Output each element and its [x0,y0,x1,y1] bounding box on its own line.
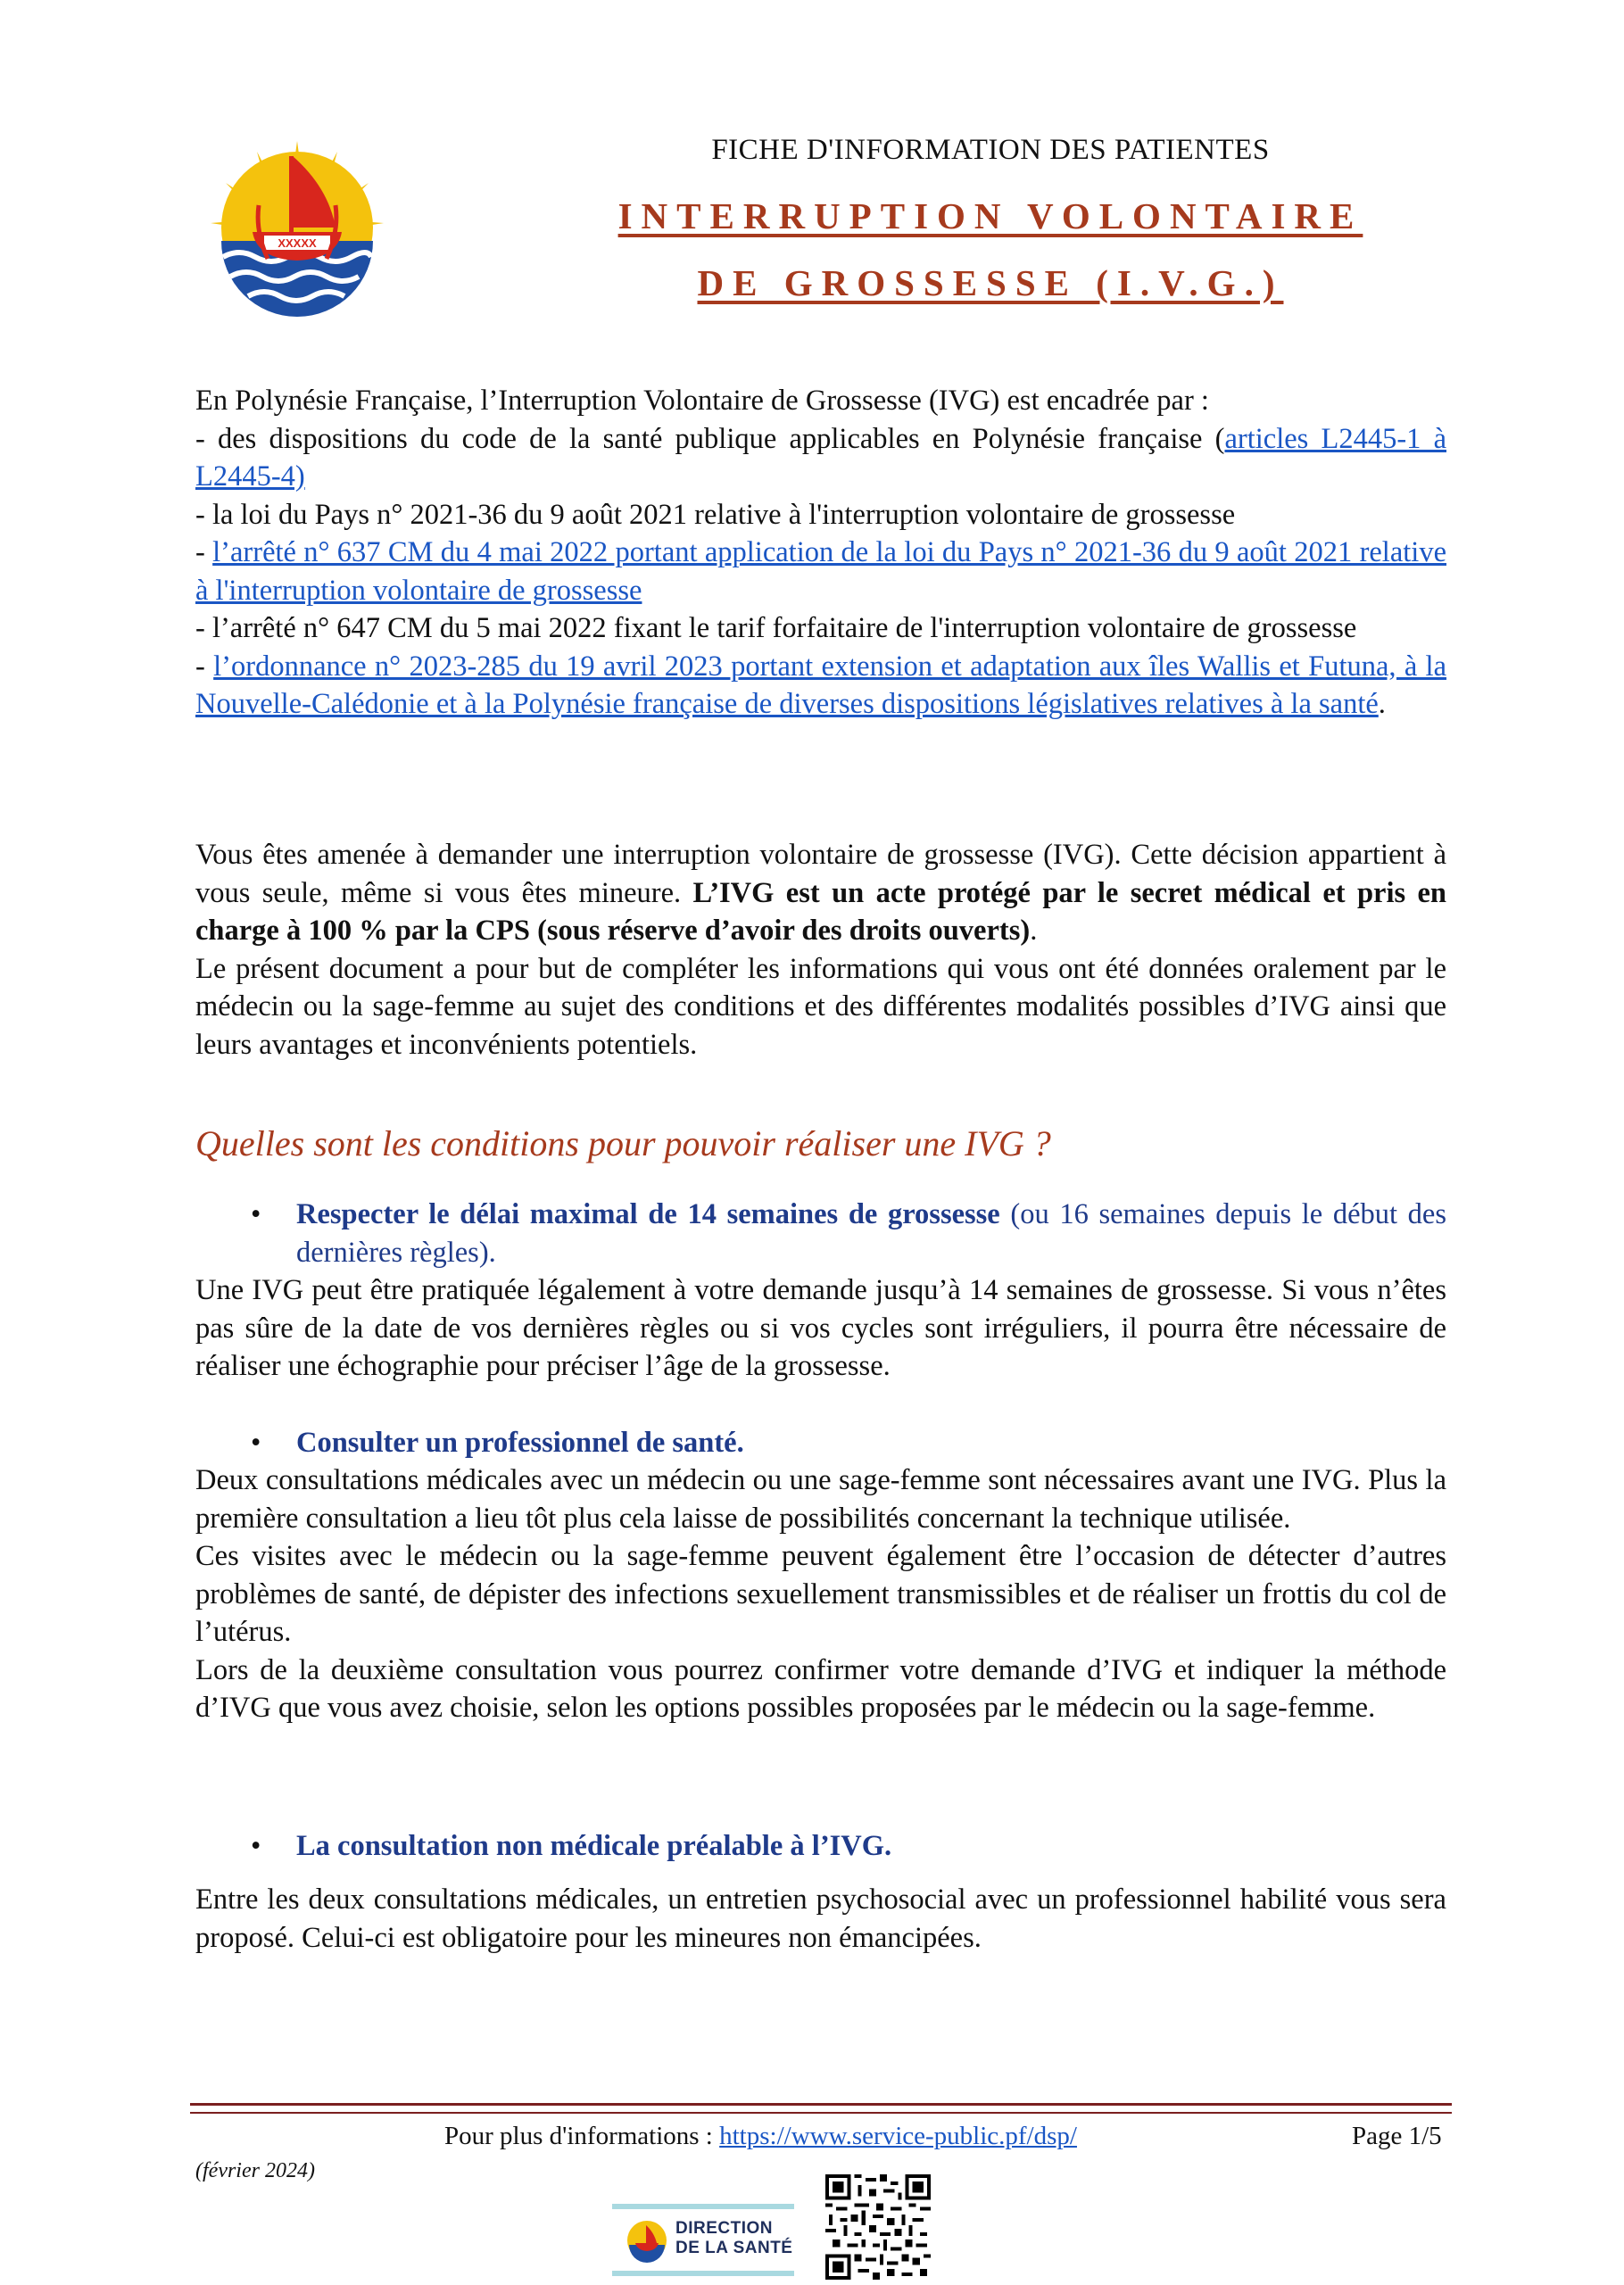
service-public-link[interactable]: https://www.service-public.pf/dsp/ [719,2122,1077,2150]
bullet-dot: • [251,1198,261,1230]
arrete-637-link[interactable]: l’arrêté n° 637 CM du 4 mai 2022 portant application de la loi du Pays n° 2021-36 du 9 août 2021 relative à l'interruption volontaire de grossesse [195,536,1446,607]
intro-line: En Polynésie Française, l’Interruption Volontaire de Grossesse (IVG) est encadrée par : [195,385,1209,417]
footer-divider [190,2103,1452,2114]
footer-info: Pour plus d'informations : https://www.service-public.pf/dsp/ [444,2122,1077,2150]
qr-code-icon[interactable] [822,2174,934,2280]
consulter-paragraphs: Deux consultations médicales avec un médecin ou une sage-femme sont nécessaires avant une IVG. Plus la première consultation a lieu tôt plus cela laisse de possibilités concernant la technique utilisée. Ces visites avec le médecin ou la sage-femme peuvent également être l’occasion de détecter d’autres problèmes de santé, de dépister des infections sexuellement transmissibles et de réaliser un frottis du col de l’utérus. Lors de la deuxième consultation vous pourrez confirmer votre demande d’IVG et indiquer la méthode d’IVG que vous avez choisie, selon les options possibles proposées par le médecin ou la sage-femme. [195,1464,1446,1724]
intro-item-2: - la loi du Pays n° 2021-36 du 9 août 2021 relative à l'interruption volontaire de grossesse [195,498,1236,531]
bullet-dot: • [251,1830,261,1862]
purpose-paragraph: Le présent document a pour but de compléter les informations qui vous ont été données oralement par le médecin ou la sage-femme au sujet des conditions et des différentes modalités possibles d’IVG ainsi que leurs avantages et inconvénients potentiels. [195,952,1446,1061]
svg-text:XXXXX: XXXXX [278,236,317,250]
dsp-logo-text: DIRECTION DE LA SANTÉ [675,2219,793,2257]
dsp-emblem-icon [625,2218,669,2263]
intro-item-4: - l’arrêté n° 647 CM du 5 mai 2022 fixant le tarif forfaitaire de l'interruption volontaire de grossesse [195,612,1357,644]
document-title-line2: DE GROSSESSE (I.V.G.) [697,262,1284,303]
ordonnance-link[interactable]: l’ordonnance n° 2023-285 du 19 avril 2023 portant extension et adaptation aux îles Wallis et Futuna, à la Nouvelle-Calédonie et à la Polynésie française de diverses dispositions législatives relatives à la santé [195,650,1447,720]
dsp-logo-bottom-bar [612,2271,794,2276]
info-paragraph [195,836,1446,1064]
polynesia-emblem-logo [203,134,391,321]
document-date: (février 2024) [195,2159,315,2182]
delai-paragraph: Une IVG peut être pratiquée légalement à votre demande jusqu’à 14 semaines de grossesse. Si vous n’êtes pas sûre de la date de vos dernières règles ou si vos cycles sont irréguliers, il pourra être nécessaire de réaliser une échographie pour préciser l’âge de la grossesse. [195,1274,1446,1382]
non-medicale-paragraph: Entre les deux consultations médicales, un entretien psychosocial avec un professionnel habilité vous sera proposé. Celui-ci est obligatoire pour les mineures non émancipées. [195,1883,1446,1954]
dsp-logo-top-bar [612,2204,794,2209]
bullet-consulter: • Consulter un professionnel de santé. [195,1424,1446,1462]
intro-item-5: - l’ordonnance n° 2023-285 du 19 avril 2023 portant extension et adaptation aux îles Wallis et Futuna, à la Nouvelle-Calédonie et à la Polynésie française de diverses dispositions législatives relatives à la santé. [195,650,1447,720]
intro-item-3: - l’arrêté n° 637 CM du 4 mai 2022 portant application de la loi du Pays n° 2021-36 du 9 août 2021 relative à l'interruption volontaire de grossesse [195,536,1446,607]
decision-paragraph: Vous êtes amenée à demander une interruption volontaire de grossesse (IVG). Cette décision appartient à vous seule, même si vous êtes mineure. L’IVG est un acte protégé par le secret médical et pris en charge à 100 % par la CPS (sous réserve d’avoir des droits ouverts). [195,839,1446,947]
intro-item-1: - des dispositions du code de la santé publique applicables en Polynésie française (articles L2445-1 à L2445-4) [195,422,1446,493]
page-number: Page 1/5 [1352,2122,1442,2150]
bullet-dot: • [251,1427,261,1459]
document-subtitle: FICHE D'INFORMATION DES PATIENTES [711,134,1270,166]
intro-block [195,382,1446,724]
document-title-line1: INTERRUPTION VOLONTAIRE [617,195,1363,236]
bullet-delai: • Respecter le délai maximal de 14 semaines de grossesse (ou 16 semaines depuis le début des dernières règles). [195,1196,1446,1271]
articles-link[interactable]: articles L2445-1 à L2445-4) [195,422,1446,493]
secret-medical-bold: L’IVG est un acte protégé par le secret médical et pris en charge à 100 % par la CPS (sous réserve d’avoir des droits ouverts) [195,876,1446,947]
section-heading: Quelles sont les conditions pour pouvoir réaliser une IVG ? [195,1123,1051,1163]
bullet-non-medicale: • La consultation non médicale préalable à l’IVG. [195,1827,1446,1866]
